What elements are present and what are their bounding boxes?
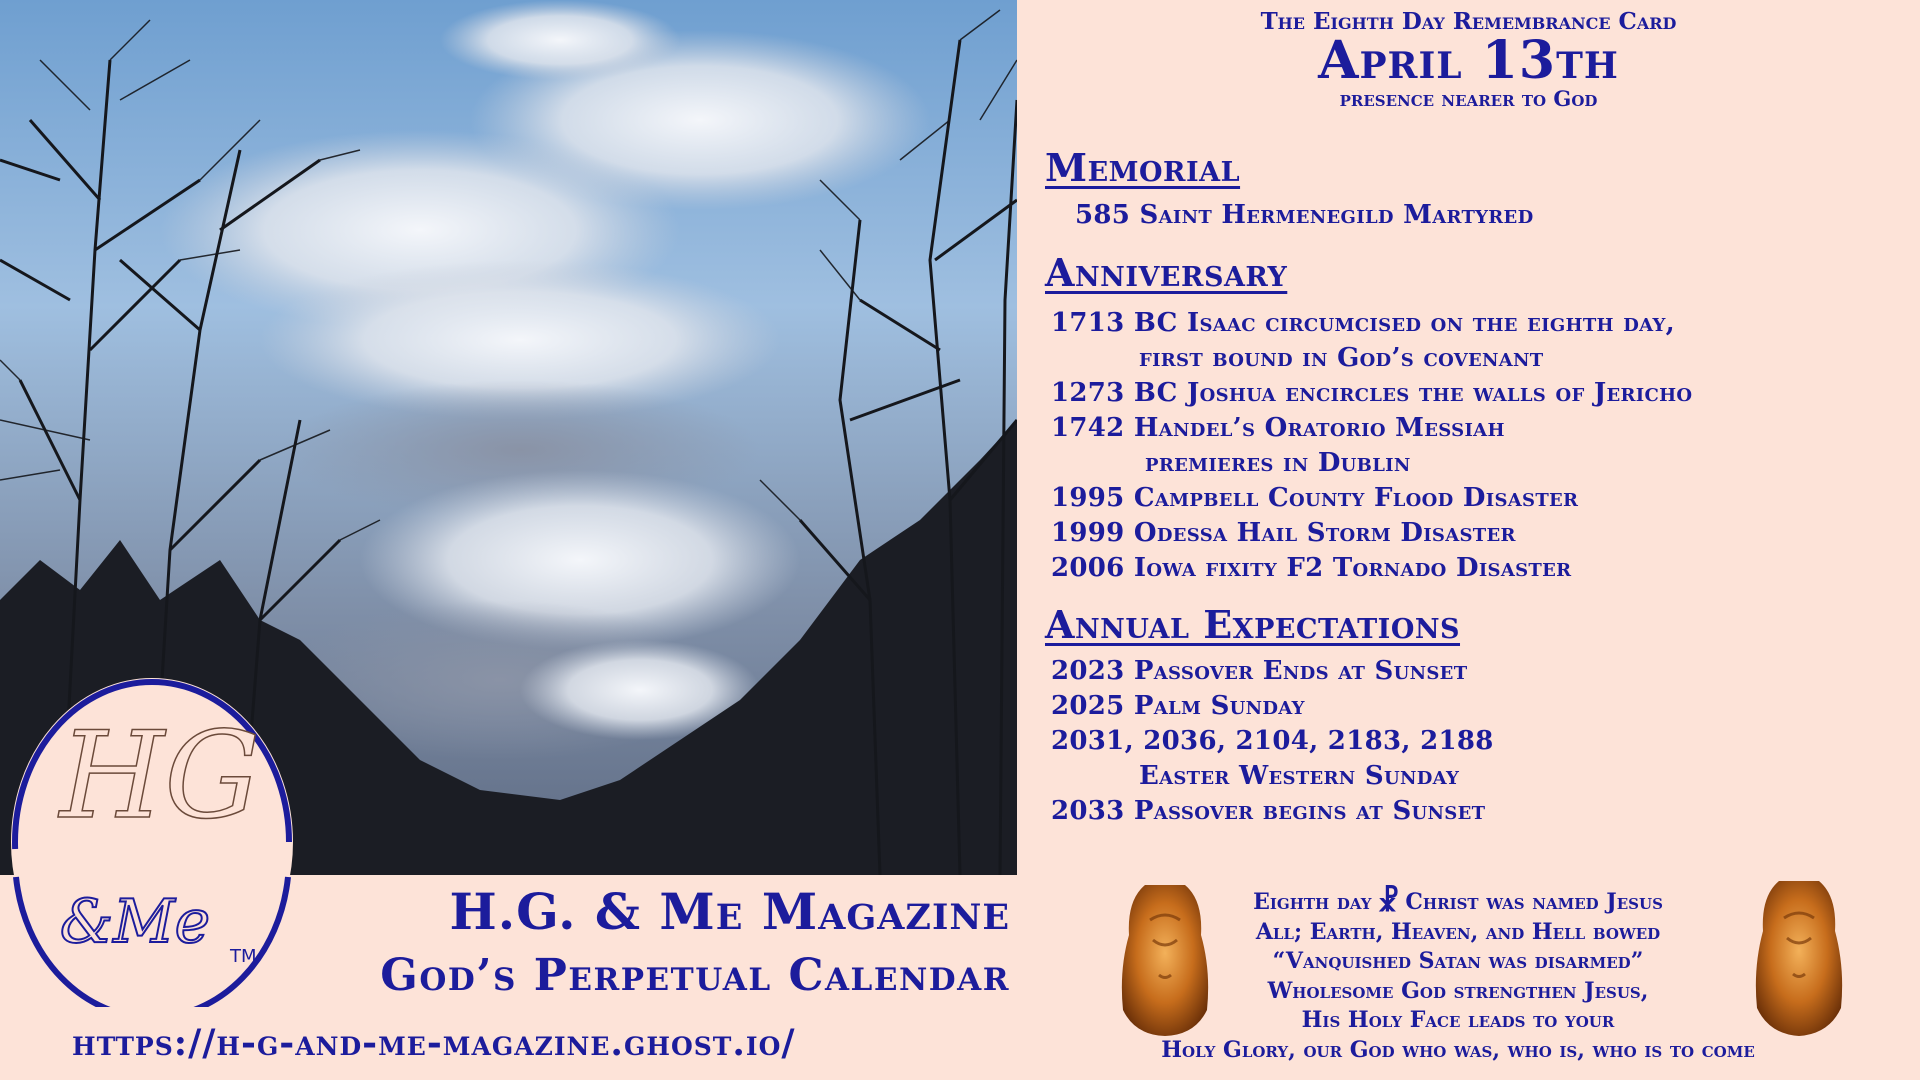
annual-expectations-heading: Annual Expectations (1045, 602, 1461, 647)
memorial-entry: 585 Saint Hermenegild Martyred (1075, 200, 1534, 230)
remembrance-panel (1017, 0, 1920, 1080)
prayer-line: “Vanquished Satan was disarmed” (1272, 948, 1644, 974)
chi-rho-icon: ☧ (1377, 885, 1400, 918)
prayer-line: Holy Glory, our God who was, who is, who is to come (1161, 1036, 1755, 1063)
prayer-line: Wholesome God strengthen Jesus, (1267, 977, 1649, 1004)
magazine-title: H.G. & Me Magazine (449, 882, 1010, 941)
anniversary-entry: 1273 BC Joshua encircles the walls of Jericho (1051, 378, 1693, 408)
calendar-title: God’s Perpetual Calendar (380, 950, 1010, 1001)
prayer-line: All; Earth, Heaven, and Hell bowed (1255, 918, 1661, 945)
anniversary-entry: 1995 Campbell County Flood Disaster (1051, 483, 1579, 513)
card-title: The Eighth Day Remembrance Card (1260, 8, 1677, 35)
card-subtitle: presence nearer to God (1339, 86, 1598, 111)
annual-entry: 2023 Passover Ends at Sunset (1051, 656, 1468, 686)
annual-entry: 2033 Passover begins at Sunset (1051, 796, 1486, 826)
memorial-heading: Memorial (1045, 145, 1241, 190)
annual-entry: Easter Western Sunday (1139, 761, 1460, 791)
annual-entry: 2031, 2036, 2104, 2183, 2188 (1051, 726, 1494, 756)
anniversary-entry: premieres in Dublin (1145, 448, 1411, 478)
anniversary-entry: 1742 Handel’s Oratorio Messiah (1051, 413, 1505, 443)
anniversary-entry: first bound in God’s covenant (1139, 343, 1544, 373)
anniversary-entry: 2006 Iowa fixity F2 Tornado Disaster (1051, 553, 1572, 583)
hg-and-me-monogram-icon (10, 672, 295, 1007)
prayer-line: Eighth day ☧ Christ was named Jesus (1253, 885, 1663, 918)
annual-entry: 2025 Palm Sunday (1051, 691, 1305, 721)
svg-text:HG: HG (59, 707, 261, 846)
date-title: April 13th (1318, 30, 1619, 91)
prayer-line: His Holy Face leads to your (1301, 1007, 1615, 1033)
anniversary-entry: 1713 BC Isaac circumcised on the eighth day, (1051, 308, 1675, 338)
svg-text:&Me: &Me (59, 887, 211, 957)
svg-text:TM: TM (230, 946, 257, 967)
magazine-url-link[interactable]: https://h-g-and-me-magazine.ghost.io/ (72, 1022, 796, 1064)
anniversary-heading: Anniversary (1045, 250, 1288, 295)
anniversary-entry: 1999 Odessa Hail Storm Disaster (1051, 518, 1516, 548)
prayer-verse (1103, 885, 1813, 1065)
